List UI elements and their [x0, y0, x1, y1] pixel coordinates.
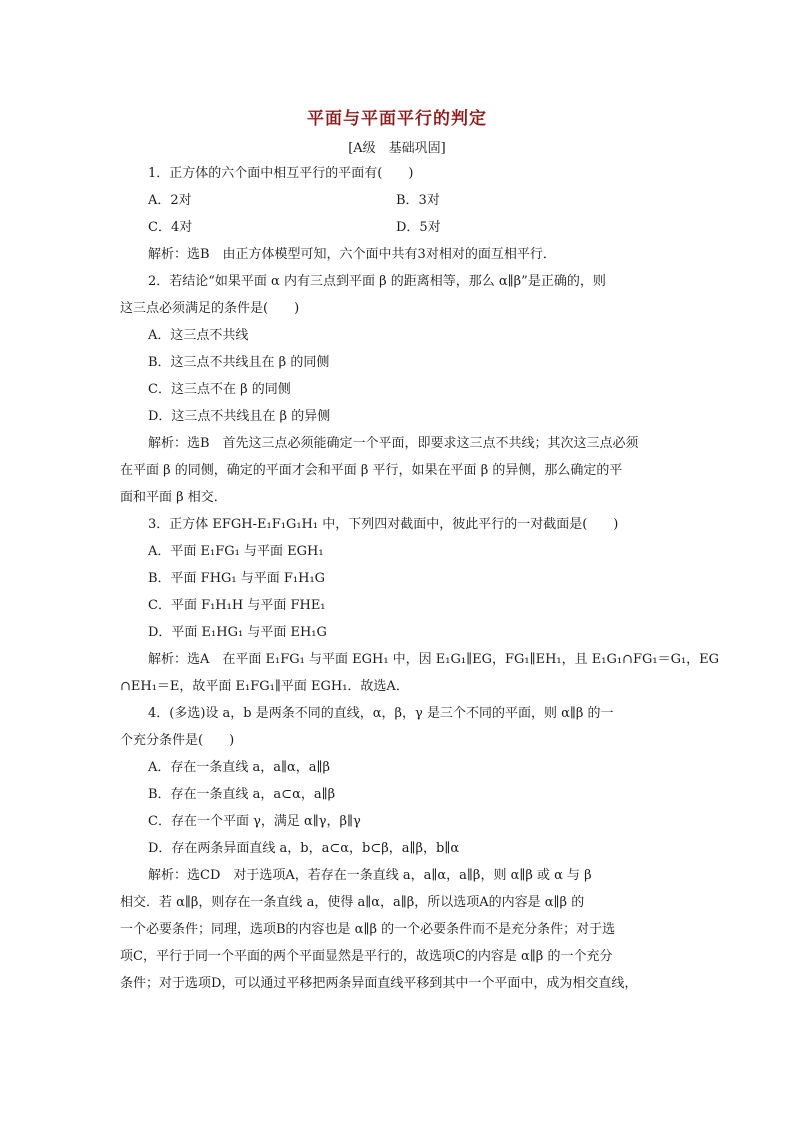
q4-option-b: B．存在一条直线 a，a⊂α，a∥β	[148, 787, 336, 802]
q3-option-a: A．平面 E₁FG₁ 与平面 EGH₁	[148, 544, 324, 559]
q1-option-d: D．5对	[396, 220, 441, 235]
q1-option-a: A．2对	[148, 193, 192, 208]
q3-solution-cont: ∩EH₁＝E，故平面 E₁FG₁∥平面 EGH₁．故选A．	[120, 679, 409, 694]
question-1-stem: 1．正方体的六个面中相互平行的平面有( )	[148, 166, 414, 181]
question-4-stem: 4．(多选)设 a，b 是两条不同的直线，α，β，γ 是三个不同的平面，则 α∥β 的一	[148, 706, 614, 721]
q2-solution-cont: 面和平面 β 相交．	[120, 490, 227, 505]
q4-solution-cont: 项C，平行于同一个平面的两个平面显然是平行的，故选项C的内容是 α∥β 的一个充分	[120, 949, 613, 964]
q4-solution: 解析：选CD 对于选项A，若存在一条直线 a，a∥α，a∥β，则 α∥β 或 α 与 β	[148, 868, 592, 883]
q4-option-c: C．存在一个平面 γ，满足 α∥γ，β∥γ	[148, 814, 361, 829]
q2-option-a: A．这三点不共线	[148, 328, 249, 343]
q2-option-d: D．这三点不共线且在 β 的异侧	[148, 409, 331, 424]
question-3-stem: 3．正方体 EFGH-E₁F₁G₁H₁ 中，下列四对截面中，彼此平行的一对截面是( )	[148, 517, 619, 532]
q4-option-a: A．存在一条直线 a，a∥α，a∥β	[148, 760, 331, 775]
q4-solution-cont: 相交．若 α∥β，则存在一条直线 a，使得 a∥α，a∥β，所以选项A的内容是 α∥β 的	[120, 895, 585, 910]
question-4-stem-cont: 个充分条件是( )	[120, 733, 235, 748]
q3-option-c: C．平面 F₁H₁H 与平面 FHE₁	[148, 598, 326, 613]
question-2-stem-cont: 这三点必须满足的条件是( )	[120, 301, 300, 316]
q2-solution: 解析：选B 首先这三点必须能确定一个平面，即要求这三点不共线；其次这三点必须	[148, 436, 639, 451]
q1-option-c: C．4对	[148, 220, 193, 235]
q2-solution-cont: 在平面 β 的同侧，确定的平面才会和平面 β 平行，如果在平面 β 的异侧，那么确定的平	[120, 463, 623, 478]
q3-solution: 解析：选A 在平面 E₁FG₁ 与平面 EGH₁ 中，因 E₁G₁∥EG，FG₁∥EH₁，且 E₁G₁∩FG₁＝G₁，EG	[148, 652, 720, 667]
q1-solution: 解析：选B 由正方体模型可知，六个面中共有3对相对的面互相平行．	[148, 247, 556, 262]
question-2-stem: 2．若结论“如果平面 α 内有三点到平面 β 的距离相等，那么 α∥β”是正确的，则	[148, 274, 606, 289]
q3-option-d: D．平面 E₁HG₁ 与平面 EH₁G	[148, 625, 327, 640]
q3-option-b: B．平面 FHG₁ 与平面 F₁H₁G	[148, 571, 326, 586]
q4-solution-cont: 一个必要条件；同理，选项B的内容也是 α∥β 的一个必要条件而不是充分条件；对于选	[120, 922, 616, 937]
q2-option-b: B．这三点不共线且在 β 的同侧	[148, 355, 330, 370]
q4-option-d: D．存在两条异面直线 a，b，a⊂α，b⊂β，a∥β，b∥α	[148, 841, 460, 856]
page-title: 平面与平面平行的判定	[307, 109, 487, 129]
q1-option-b: B．3对	[396, 193, 440, 208]
q4-solution-cont: 条件；对于选项D，可以通过平移把两条异面直线平移到其中一个平面中，成为相交直线，	[120, 976, 638, 991]
section-level-heading: [A级 基础巩固]	[348, 141, 446, 156]
q2-option-c: C．这三点不在 β 的同侧	[148, 382, 291, 397]
